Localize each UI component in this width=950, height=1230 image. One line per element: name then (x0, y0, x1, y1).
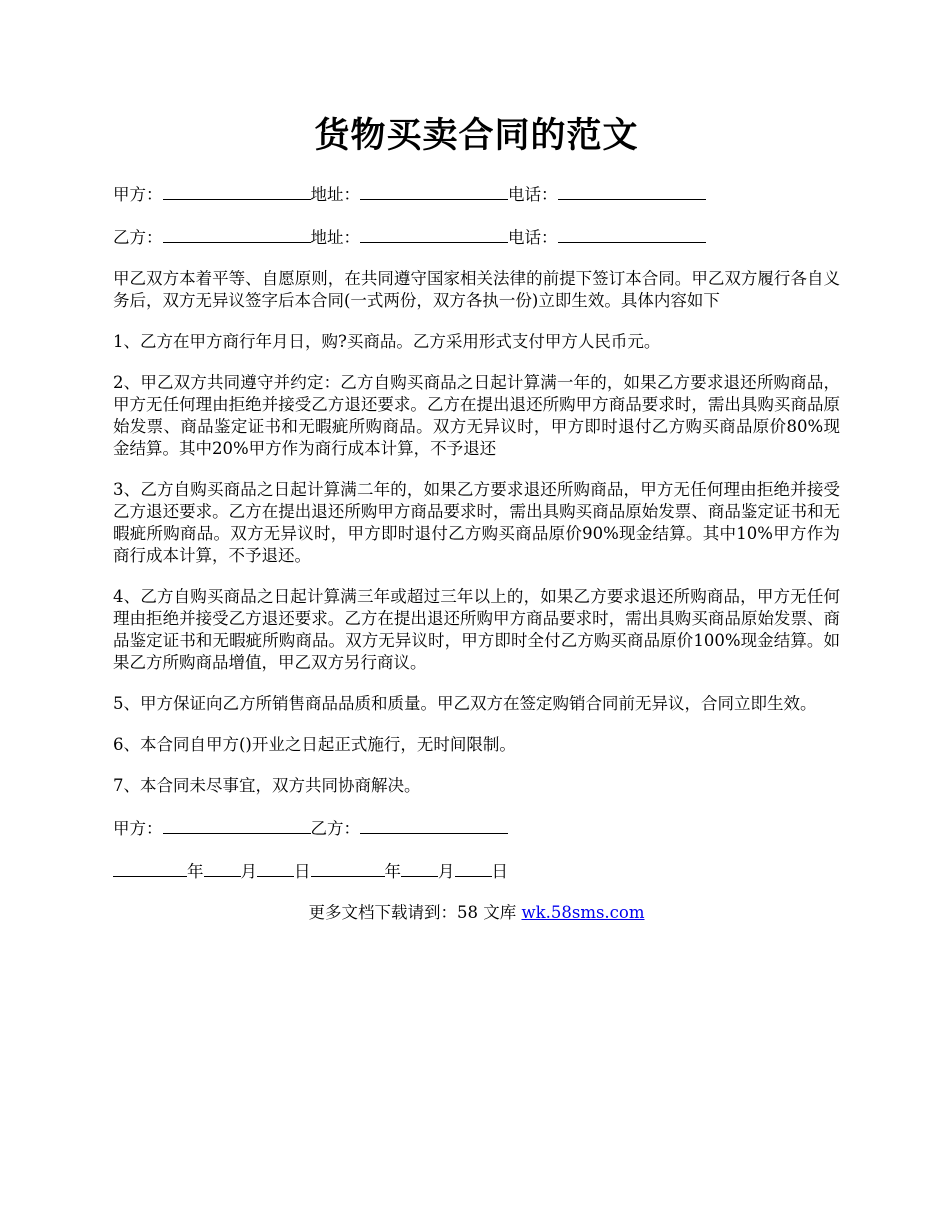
footer (113, 902, 840, 924)
signature-party-a-label: 甲方： (113, 819, 163, 838)
party-a-address-blank (360, 182, 508, 200)
page-title: 货物买卖合同的范文 (314, 115, 639, 156)
party-a-name-blank (163, 182, 311, 200)
party-b-month-blank (401, 859, 438, 877)
party-a-label: 甲方： (113, 185, 163, 204)
signature-party-b-blank (360, 816, 508, 834)
clause-3: 3、乙方自购买商品之日起计算满二年的，如果乙方要求退还所购商品，甲方无任何理由拒绝并接受乙方退还要求。乙方在提出退还所购甲方商品要求时，需出具购买商品原始发票、商品鉴定证书和无暇疵所购商品。双方无异议时，甲方即时退付乙方购买商品原价90%现金结算。其中10%甲方作为商行成本计算，不予退还。 (113, 480, 840, 565)
party-a-month-blank (204, 859, 241, 877)
party-a-year-label: 年 (187, 862, 204, 881)
clause-2: 2、甲乙双方共同遵守并约定：乙方自购买商品之日起计算满一年的，如果乙方要求退还所购商品，甲方无任何理由拒绝并接受乙方退还要求。乙方在提出退还所购甲方商品要求时，需出具购买商品原始发票、商品鉴定证书和无暇疵所购商品。双方无异议时，甲方即时退付乙方购买商品原价80%现金结算。其中20%甲方作为商行成本计算，不予退还 (113, 373, 840, 458)
clause-4: 4、乙方自购买商品之日起计算满三年或超过三年以上的，如果乙方要求退还所购商品，甲方无任何理由拒绝并接受乙方退还要求。乙方在提出退还所购甲方商品要求时，需出具购买商品原始发票、商品鉴定证书和无暇疵所购商品。双方无异议时，甲方即时全付乙方购买商品原价100%现金结算。如果乙方所购商品增值，甲乙双方另行商议。 (113, 587, 840, 672)
intro-paragraph: 甲乙双方本着平等、自愿原则，在共同遵守国家相关法律的前提下签订本合同。甲乙双方履行各自义务后，双方无异议签字后本合同(一式两份，双方各执一份)立即生效。具体内容如下 (113, 269, 840, 310)
contract-page (113, 112, 840, 924)
signature-party-b-label: 乙方： (310, 819, 360, 838)
party-b-info-row (113, 225, 840, 249)
party-a-day-label: 日 (294, 862, 311, 881)
party-a-address-label: 地址： (310, 185, 360, 204)
party-b-address-blank (360, 225, 508, 243)
clause-7: 7、本合同未尽事宜，双方共同协商解决。 (113, 776, 421, 795)
party-b-year-blank (311, 859, 385, 877)
party-b-name-blank (163, 225, 311, 243)
clause-6: 6、本合同自甲方()开业之日起正式施行，无时间限制。 (113, 735, 516, 754)
party-b-phone-blank (558, 225, 706, 243)
party-b-day-blank (455, 859, 492, 877)
footer-link[interactable]: wk.58sms.com (521, 903, 645, 922)
party-a-month-label: 月 (240, 862, 257, 881)
clause-5: 5、甲方保证向乙方所销售商品品质和质量。甲乙双方在签定购销合同前无异议，合同立即生效。 (113, 694, 817, 713)
signature-row (113, 816, 840, 840)
footer-text: 更多文档下载请到：58 文库 (308, 903, 522, 922)
party-a-day-blank (257, 859, 294, 877)
party-b-day-label: 日 (491, 862, 508, 881)
date-row (113, 859, 840, 883)
party-b-address-label: 地址： (310, 228, 360, 247)
party-b-phone-label: 电话： (508, 228, 558, 247)
party-b-year-label: 年 (384, 862, 401, 881)
signature-party-a-blank (163, 816, 311, 834)
party-a-year-blank (113, 859, 187, 877)
party-a-phone-label: 电话： (508, 185, 558, 204)
party-a-info-row (113, 182, 840, 206)
party-a-phone-blank (558, 182, 706, 200)
clause-1: 1、乙方在甲方商行年月日，购?买商品。乙方采用形式支付甲方人民币元。 (113, 332, 661, 351)
party-b-month-label: 月 (438, 862, 455, 881)
party-b-label: 乙方： (113, 228, 163, 247)
